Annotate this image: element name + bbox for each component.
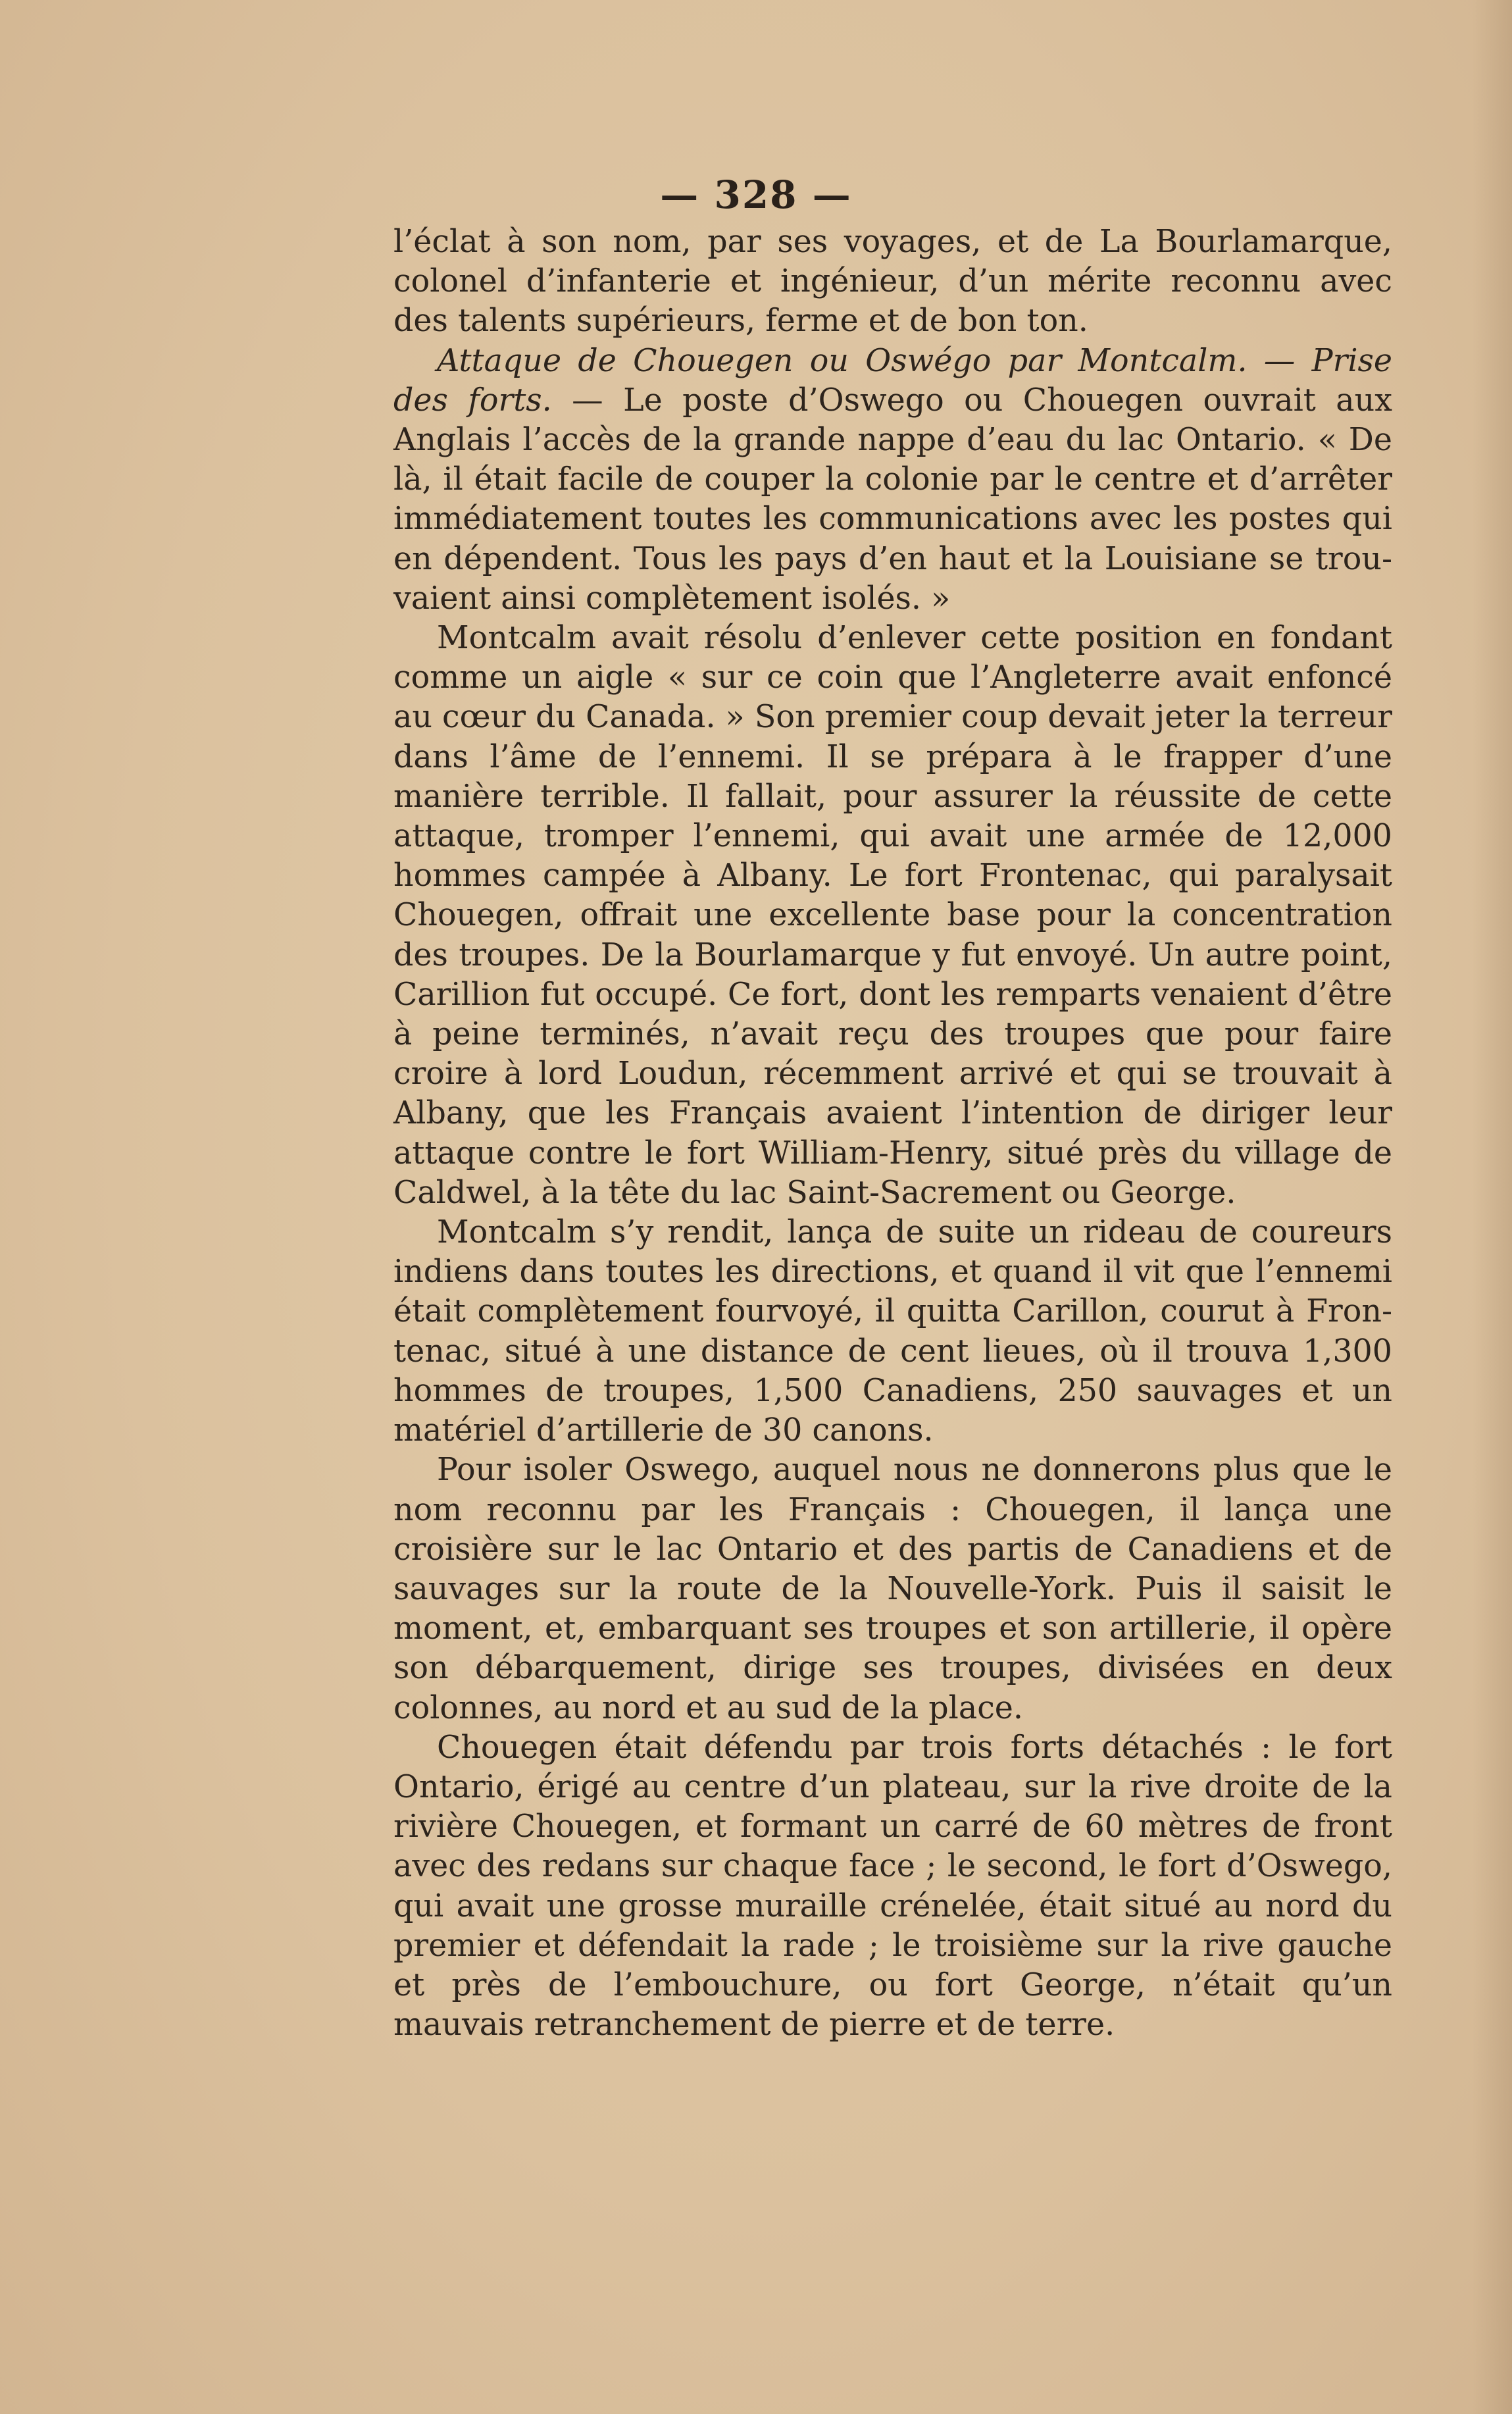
- page-number: — 328 —: [660, 172, 852, 217]
- paragraph-text: Montcalm s’y rendit, lança de suite un rideau de coureurs indiens dans toutes les directions, et quand il vit que l’ennemi était complètement fourvoyé, il quitta Carillon, courut à Frontenac, situé à une distance de cent lieues, où il trouva 1,300 hommes de troupes, 1,500 Canadiens, 250 sauvages et un matériel d’artillerie de 30 canons.: [393, 1214, 1392, 1449]
- paragraph: [393, 1451, 1392, 1728]
- paragraph-text: l’éclat à son nom, par ses voyages, et de La Bourlamarque, colonel d’infanterie et ingénieur, d’un mérite reconnu avec des talents supérieurs, ferme et de bon ton.: [393, 224, 1392, 340]
- section-heading: Attaque de Chouegen ou Oswégo par Montcalm. — Prise des forts.: [393, 342, 1392, 419]
- paragraph: [393, 342, 1392, 619]
- body-text: [393, 222, 1392, 2045]
- paragraph-text: Montcalm avait résolu d’enlever cette position en fondant comme un aigle « sur ce coin que l’Angleterre avait enfoncé au cœur du Canada. » Son premier coup devait jeter la terreur dans l’âme de l’ennemi. Il se prépara à le frapper d’une manière terrible. Il fallait, pour assurer la réussite de cette attaque, tromper l’ennemi, qui avait une armée de 12,000 hommes campée à Albany. Le fort Frontenac, qui paralysait Chouegen, offrait une excellente base pour la concentration des troupes. De la Bourlamarque y fut envoyé. Un autre point, Carillion fut occupé. Ce fort, dont les remparts venaient d’être à peine terminés, n’avait reçu des troupes que pour faire croire à lord Loudun, récemment arrivé et qui se trouvait à Albany, que les Français avaient l’intention de diriger leur attaque contre le fort William-Henry, situé près du village de Caldwel, à la tête du lac Saint-Sacrement ou George.: [393, 620, 1392, 1211]
- paragraph: [393, 1213, 1392, 1451]
- paragraph-text: — Le poste d’Oswego ou Chouegen ouvrait aux Anglais l’accès de la grande nappe d’eau du lac Ontario. « De là, il était facile de couper la colonie par le centre et d’arrêter immédiatement toutes les communications avec les postes qui en dépendent. Tous les pays d’en haut et la Louisiane se trouvaient ainsi complètement isolés. »: [393, 382, 1392, 617]
- paragraph: [393, 222, 1392, 342]
- paragraph: [393, 619, 1392, 1213]
- paragraph: [393, 1728, 1392, 2045]
- page-edge-shadow: [1473, 0, 1512, 2414]
- paragraph-text: Pour isoler Oswego, auquel nous ne donnerons plus que le nom reconnu par les Français : Chouegen, il lança une croisière sur le lac Ontario et des partis de Canadiens et de sauvages sur la route de la Nouvelle-York. Puis il saisit le moment, et, embarquant ses troupes et son artillerie, il opère son débarquement, dirige ses troupes, divisées en deux colonnes, au nord et au sud de la place.: [393, 1452, 1392, 1726]
- paragraph-text: Chouegen était défendu par trois forts détachés : le fort Ontario, érigé au centre d’un plateau, sur la rive droite de la rivière Chouegen, et formant un carré de 60 mètres de front avec des redans sur chaque face ; le second, le fort d’Oswego, qui avait une grosse muraille crénelée, était situé au nord du premier et défendait la rade ; le troisième sur la rive gauche et près de l’embouchure, ou fort George, n’était qu’un mauvais retranchement de pierre et de terre.: [393, 1729, 1392, 2043]
